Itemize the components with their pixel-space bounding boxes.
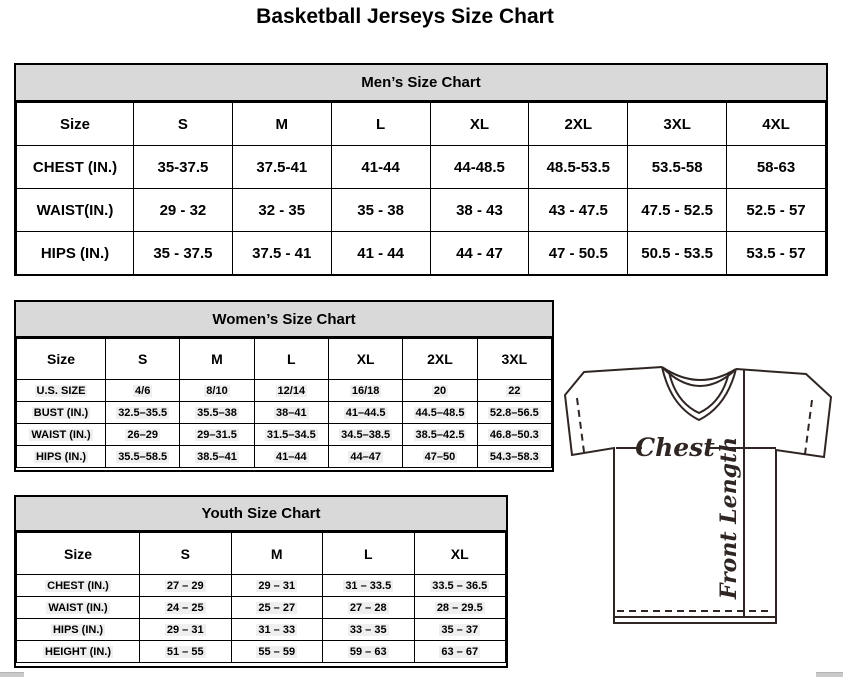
- size-value-cell: 35.5–58.5: [106, 446, 180, 468]
- size-value-cell: 38.5–41: [180, 446, 254, 468]
- size-value-cell: 47 - 50.5: [529, 232, 628, 275]
- size-value-cell: 32.5–35.5: [106, 402, 180, 424]
- size-value-cell: 35 - 37.5: [134, 232, 233, 275]
- womens-header-row: [17, 339, 552, 380]
- size-value-cell: 47–50: [403, 446, 477, 468]
- womens-header-s: S: [106, 339, 180, 380]
- row-label: HIPS (IN.): [17, 619, 140, 641]
- row-label: HEIGHT (IN.): [17, 641, 140, 663]
- size-value-cell: 55 – 59: [231, 641, 323, 663]
- mens-header-size: Size: [17, 103, 134, 146]
- size-value-cell: 43 - 47.5: [529, 189, 628, 232]
- size-value-cell: 44–47: [328, 446, 402, 468]
- size-value-cell: 4/6: [106, 380, 180, 402]
- womens-data-row: [17, 424, 552, 446]
- youth-data-row: [17, 619, 506, 641]
- size-value-cell: 16/18: [328, 380, 402, 402]
- womens-header-l: L: [254, 339, 328, 380]
- size-value-cell: 33 – 35: [323, 619, 415, 641]
- row-label: HIPS (IN.): [17, 446, 106, 468]
- jersey-collar-inner: [669, 372, 729, 413]
- right-cuff-dashed-line: [805, 400, 812, 454]
- youth-size-chart-table: [14, 495, 508, 668]
- size-value-cell: 59 – 63: [323, 641, 415, 663]
- size-value-cell: 44.5–48.5: [403, 402, 477, 424]
- size-value-cell: 25 – 27: [231, 597, 323, 619]
- womens-size-chart-table: [14, 300, 554, 472]
- size-value-cell: 28 – 29.5: [414, 597, 506, 619]
- size-value-cell: 37.5 - 41: [232, 232, 331, 275]
- womens-data-row: [17, 402, 552, 424]
- jersey-measurement-diagram: [556, 356, 840, 632]
- size-value-cell: 53.5 - 57: [727, 232, 826, 275]
- womens-header-2xl: 2XL: [403, 339, 477, 380]
- youth-table-title: Youth Size Chart: [16, 497, 506, 532]
- size-value-cell: 41–44: [254, 446, 328, 468]
- mens-data-row: [17, 189, 826, 232]
- scrollbar-fragment-right[interactable]: [816, 672, 843, 677]
- size-value-cell: 37.5-41: [232, 146, 331, 189]
- size-value-cell: 52.5 - 57: [727, 189, 826, 232]
- youth-header-row: [17, 533, 506, 575]
- womens-table-title: Women’s Size Chart: [16, 302, 552, 338]
- youth-data-row: [17, 641, 506, 663]
- size-value-cell: 38 - 43: [430, 189, 529, 232]
- youth-data-row: [17, 597, 506, 619]
- front-length-label: Front Length: [716, 436, 742, 600]
- womens-header-size: Size: [17, 339, 106, 380]
- mens-size-chart-table: [14, 63, 828, 276]
- size-value-cell: 33.5 – 36.5: [414, 575, 506, 597]
- size-value-cell: 63 – 67: [414, 641, 506, 663]
- left-cuff-dashed-line: [577, 398, 584, 452]
- mens-header-m: M: [232, 103, 331, 146]
- youth-table-grid: [16, 532, 506, 663]
- mens-table-title: Men’s Size Chart: [16, 65, 826, 102]
- mens-header-4xl: 4XL: [727, 103, 826, 146]
- size-value-cell: 29 – 31: [231, 575, 323, 597]
- size-value-cell: 22: [477, 380, 551, 402]
- size-value-cell: 52.8–56.5: [477, 402, 551, 424]
- mens-header-2xl: 2XL: [529, 103, 628, 146]
- size-value-cell: 31.5–34.5: [254, 424, 328, 446]
- size-value-cell: 35 - 38: [331, 189, 430, 232]
- womens-header-xl: XL: [328, 339, 402, 380]
- row-label: WAIST(IN.): [17, 189, 134, 232]
- jersey-outline: [565, 367, 831, 623]
- youth-header-s: S: [140, 533, 232, 575]
- mens-table-grid: [16, 102, 826, 275]
- youth-header-m: M: [231, 533, 323, 575]
- mens-data-row: [17, 146, 826, 189]
- size-value-cell: 58-63: [727, 146, 826, 189]
- size-value-cell: 53.5-58: [628, 146, 727, 189]
- size-value-cell: 29–31.5: [180, 424, 254, 446]
- mens-header-row: [17, 103, 826, 146]
- size-value-cell: 48.5-53.5: [529, 146, 628, 189]
- scrollbar-fragment-left[interactable]: [0, 672, 24, 677]
- size-value-cell: 34.5–38.5: [328, 424, 402, 446]
- size-value-cell: 54.3–58.3: [477, 446, 551, 468]
- size-value-cell: 50.5 - 53.5: [628, 232, 727, 275]
- page-title: Basketball Jerseys Size Chart: [256, 5, 554, 28]
- size-value-cell: 31 – 33: [231, 619, 323, 641]
- size-value-cell: 12/14: [254, 380, 328, 402]
- size-value-cell: 29 - 32: [134, 189, 233, 232]
- size-value-cell: 35 – 37: [414, 619, 506, 641]
- row-label: HIPS (IN.): [17, 232, 134, 275]
- size-value-cell: 31 – 33.5: [323, 575, 415, 597]
- size-value-cell: 35-37.5: [134, 146, 233, 189]
- youth-data-row: [17, 575, 506, 597]
- size-value-cell: 46.8–50.3: [477, 424, 551, 446]
- size-value-cell: 44 - 47: [430, 232, 529, 275]
- mens-header-3xl: 3XL: [628, 103, 727, 146]
- womens-table-grid: [16, 338, 552, 468]
- row-label: WAIST (IN.): [17, 424, 106, 446]
- row-label: WAIST (IN.): [17, 597, 140, 619]
- chest-label: Chest: [635, 433, 715, 462]
- size-value-cell: 24 – 25: [140, 597, 232, 619]
- size-value-cell: 8/10: [180, 380, 254, 402]
- mens-data-row: [17, 232, 826, 275]
- size-value-cell: 38.5–42.5: [403, 424, 477, 446]
- size-value-cell: 29 – 31: [140, 619, 232, 641]
- size-value-cell: 35.5–38: [180, 402, 254, 424]
- womens-data-row: [17, 380, 552, 402]
- size-value-cell: 38–41: [254, 402, 328, 424]
- size-value-cell: 27 – 28: [323, 597, 415, 619]
- womens-data-row: [17, 446, 552, 468]
- womens-header-m: M: [180, 339, 254, 380]
- size-value-cell: 51 – 55: [140, 641, 232, 663]
- row-label: BUST (IN.): [17, 402, 106, 424]
- mens-header-xl: XL: [430, 103, 529, 146]
- size-value-cell: 26–29: [106, 424, 180, 446]
- mens-header-l: L: [331, 103, 430, 146]
- youth-header-xl: XL: [414, 533, 506, 575]
- youth-header-size: Size: [17, 533, 140, 575]
- size-value-cell: 47.5 - 52.5: [628, 189, 727, 232]
- row-label: CHEST (IN.): [17, 146, 134, 189]
- row-label: CHEST (IN.): [17, 575, 140, 597]
- size-value-cell: 20: [403, 380, 477, 402]
- size-value-cell: 41 - 44: [331, 232, 430, 275]
- youth-header-l: L: [323, 533, 415, 575]
- womens-header-3xl: 3XL: [477, 339, 551, 380]
- size-value-cell: 32 - 35: [232, 189, 331, 232]
- row-label: U.S. SIZE: [17, 380, 106, 402]
- size-value-cell: 41–44.5: [328, 402, 402, 424]
- size-value-cell: 41-44: [331, 146, 430, 189]
- size-value-cell: 44-48.5: [430, 146, 529, 189]
- mens-header-s: S: [134, 103, 233, 146]
- jersey-collar-rib2: [664, 369, 734, 386]
- size-value-cell: 27 – 29: [140, 575, 232, 597]
